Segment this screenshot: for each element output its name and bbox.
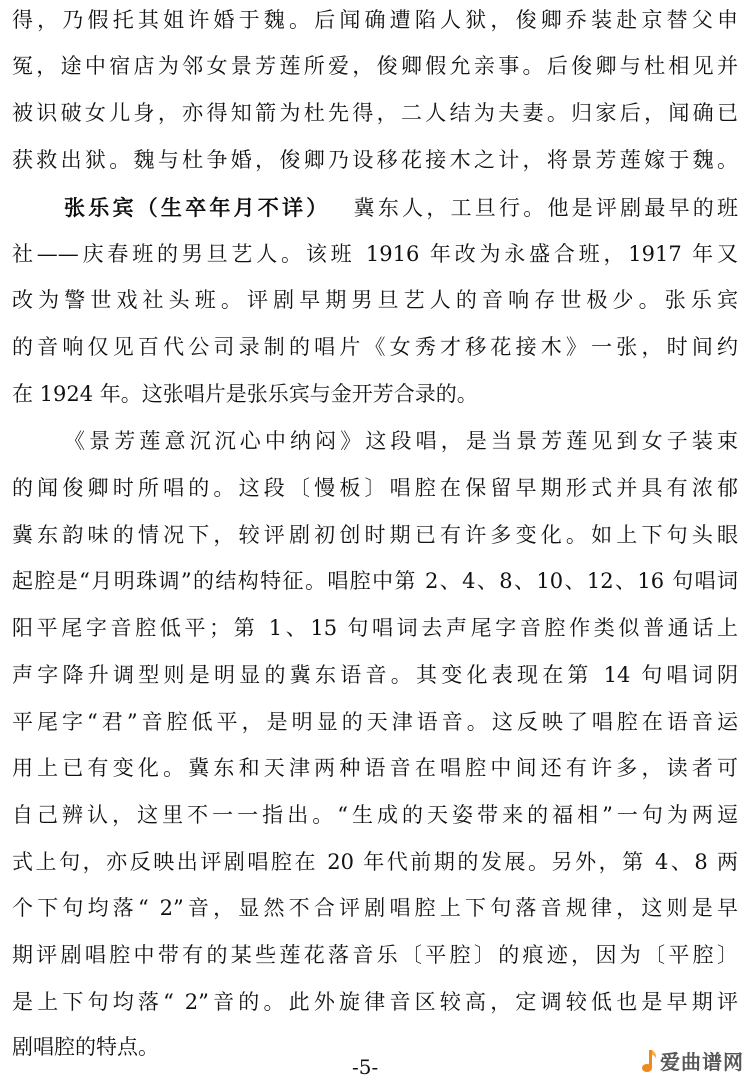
text-line: 的闻俊卿时所唱的。这段〔慢板〕唱腔在保留早期形式并具有浓郁 bbox=[12, 476, 738, 500]
text-line: 在 1924 年。这张唱片是张乐宾与金开芳合录的。 bbox=[12, 382, 478, 406]
text-line: 起腔是“月明珠调”的结构特征。唱腔中第 2、4、8、10、12、16 句唱词 bbox=[12, 569, 738, 593]
paragraph-start-line: 《景芳莲意沉沉心中纳闷》这段唱，是当景芳莲见到女子装束 bbox=[64, 429, 738, 453]
text-line: 用上已有变化。冀东和天津两种语音在唱腔中间还有许多，读者可 bbox=[12, 756, 738, 780]
text-line: 被识破女儿身，亦得知箭为杜先得，二人结为夫妻。归家后，闻确已 bbox=[12, 101, 738, 125]
text-line: 阳平尾字音腔低平；第 1、15 句唱词去声尾字音腔作类似普通话上 bbox=[12, 616, 738, 640]
text-line: 是上下句均落“ 2”音的。此外旋律音区较高，定调较低也是早期评 bbox=[12, 990, 738, 1014]
text-line: 期评剧唱腔中带有的某些莲花落音乐〔平腔〕的痕迹，因为〔平腔〕 bbox=[12, 943, 738, 967]
watermark-text: 爱曲谱网 bbox=[660, 1050, 744, 1074]
text-line: 得，乃假托其姐许婚于魏。后闻确遭陷人狱，俊卿乔装赴京替父申 bbox=[12, 8, 738, 32]
text-line: 个下句均落“ 2”音，显然不合评剧唱腔上下句落音规律，这则是早 bbox=[12, 896, 738, 920]
text-line: 冤，途中宿店为邻女景芳莲所爱，俊卿假允亲事。后俊卿与杜相见并 bbox=[12, 54, 738, 78]
text-line: 式上句，亦反映出评剧唱腔在 20 年代前期的发展。另外，第 4、8 两 bbox=[12, 850, 738, 874]
text-line: 获救出狱。魏与杜争婚，俊卿乃设移花接木之计，将景芳莲嫁于魏。 bbox=[12, 148, 738, 172]
watermark bbox=[640, 1046, 744, 1075]
entry-heading: 张乐宾（生卒年月不详） bbox=[64, 195, 331, 220]
entry-text: 冀东人，工旦行。他是评剧最早的班 bbox=[350, 196, 739, 220]
text-line: 冀东韵味的情况下，较评剧初创时期已有许多变化。如上下句头眼 bbox=[12, 523, 738, 547]
page-number: -5- bbox=[352, 1055, 379, 1079]
text-line: 平尾字“君”音腔低平，是明显的天津语音。这反映了唱腔在语音运 bbox=[12, 710, 738, 734]
entry-line bbox=[12, 184, 738, 231]
text-line: 社——庆春班的男旦艺人。该班 1916 年改为永盛合班，1917 年又 bbox=[12, 242, 738, 266]
music-note-icon bbox=[640, 1048, 658, 1074]
text-line: 声字降升调型则是明显的冀东语音。其变化表现在第 14 句唱词阴 bbox=[12, 663, 738, 687]
text-line: 改为警世戏社头班。评剧早期男旦艺人的音响存世极少。张乐宾 bbox=[12, 288, 738, 312]
text-line: 的音响仅见百代公司录制的唱片《女秀才移花接木》一张，时间约 bbox=[12, 335, 738, 359]
text-line: 剧唱腔的特点。 bbox=[12, 1035, 159, 1059]
text-line: 自己辨认，这里不一一指出。“生成的天姿带来的福相”一句为两逗 bbox=[12, 803, 738, 827]
